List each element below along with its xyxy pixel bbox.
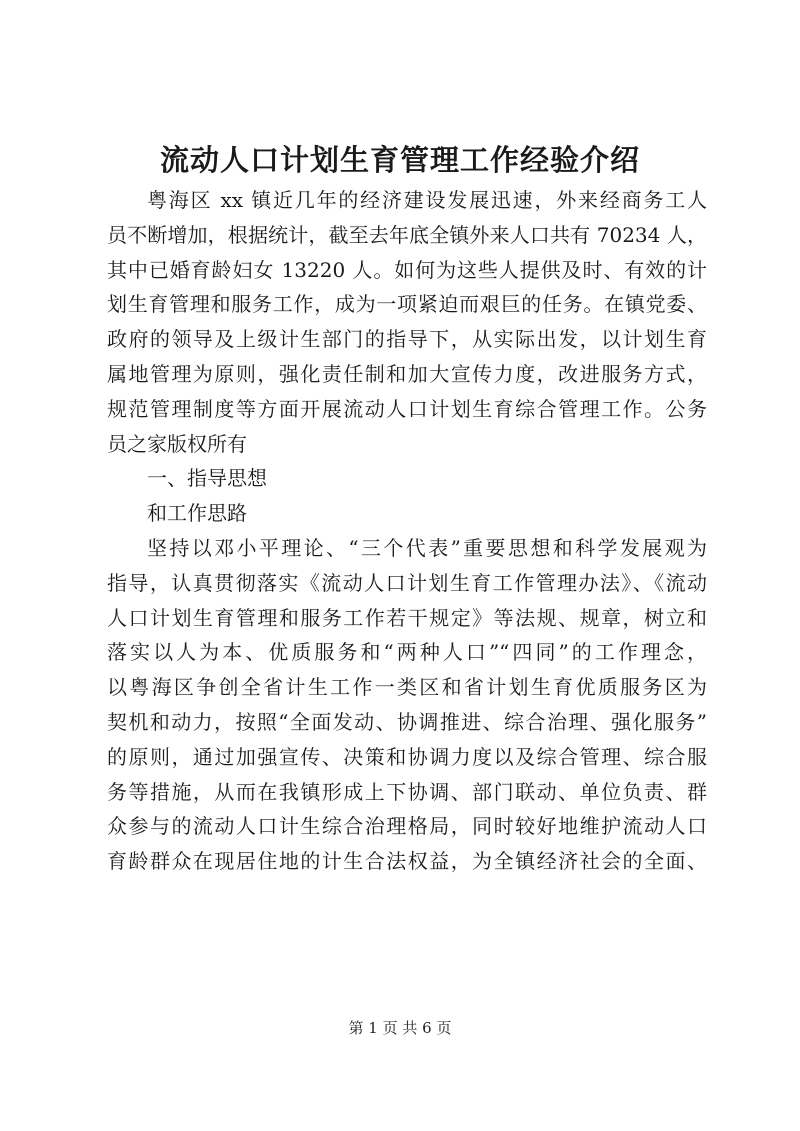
text-line: 一、指导思想	[147, 466, 267, 491]
text-line: 契机和动力，按照“全面发动、协调推进、综合治理、强化服务”	[107, 709, 707, 734]
text-line: 人口计划生育管理和服务工作若干规定》等法规、规章，树立和	[107, 605, 707, 630]
text-line: 员之家版权所有	[107, 431, 247, 456]
text-line: 政府的领导及上级计生部门的指导下，从实际出发，以计划生育	[107, 327, 707, 352]
text-line: 和工作思路	[147, 501, 247, 526]
document-body	[107, 183, 707, 879]
text-line: 指导，认真贯彻落实《流动人口计划生育工作管理办法》、《流动	[107, 570, 707, 595]
page-indicator: 第 1 页 共 6 页	[348, 1019, 452, 1037]
text-line: 属地管理为原则，强化责任制和加大宣传力度，改进服务方式，	[107, 361, 707, 386]
text-line: 粤海区 xx 镇近几年的经济建设发展迅速，外来经商务工人	[147, 188, 707, 212]
text-line: 规范管理制度等方面开展流动人口计划生育综合管理工作。公务	[107, 396, 707, 421]
text-line: 育龄群众在现居住地的计生合法权益，为全镇经济社会的全面、	[107, 849, 707, 874]
text-line: 以粤海区争创全省计生工作一类区和省计划生育优质服务区为	[107, 675, 707, 700]
document-title: 流动人口计划生育管理工作经验介绍	[159, 143, 640, 177]
text-line: 员不断增加，根据统计，截至去年底全镇外来人口共有 70234 人，	[107, 222, 707, 247]
text-line: 落实以人为本、优质服务和“两种人口”“四同”的工作理念，	[107, 640, 707, 665]
text-line: 划生育管理和服务工作，成为一项紧迫而艰巨的任务。在镇党委、	[107, 292, 707, 317]
text-line: 坚持以邓小平理论、“三个代表”重要思想和科学发展观为	[147, 535, 707, 560]
text-line: 的原则，通过加强宣传、决策和协调力度以及综合管理、综合服	[107, 744, 707, 769]
text-line: 众参与的流动人口计生综合治理格局，同时较好地维护流动人口	[107, 814, 707, 839]
text-line: 其中已婚育龄妇女 13220 人。如何为这些人提供及时、有效的计	[107, 257, 707, 282]
text-line: 务等措施，从而在我镇形成上下协调、部门联动、单位负责、群	[107, 779, 707, 804]
